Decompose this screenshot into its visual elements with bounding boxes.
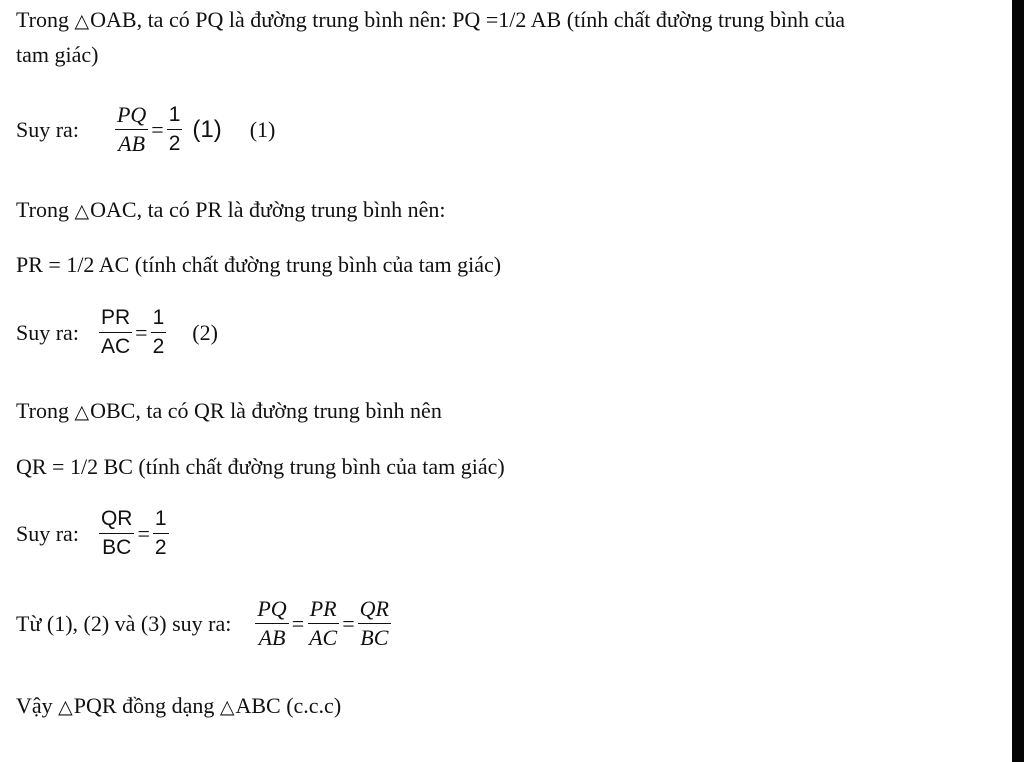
- denominator: AC: [309, 625, 338, 650]
- fraction-qr-bc: [358, 597, 391, 650]
- text-segment: PQR đồng dạng: [73, 693, 220, 718]
- numerator: QR: [358, 597, 391, 624]
- text-line-6: QR = 1/2 BC (tính chất đường trung bình của tam giác): [16, 454, 505, 479]
- numerator: 1: [153, 507, 169, 534]
- triangle-symbol: △: [74, 200, 90, 222]
- text-segment: Trong: [16, 398, 75, 423]
- numerator: PQ: [115, 103, 148, 130]
- triangle-symbol: △: [219, 696, 235, 718]
- text-line-4: PR = 1/2 AC (tính chất đường trung bình của tam giác): [16, 252, 502, 277]
- equation-label: Từ (1), (2) và (3) suy ra:: [16, 610, 232, 636]
- equals-sign: =: [151, 116, 164, 142]
- text-segment: OAC, ta có PR là đường trung bình nên:: [90, 197, 446, 222]
- equals-sign: =: [137, 520, 150, 546]
- triangle-symbol: △: [58, 696, 73, 718]
- equals-sign: =: [291, 610, 305, 636]
- numerator: QR: [99, 507, 135, 534]
- equation-tag: (2): [192, 319, 218, 345]
- numerator: PR: [308, 597, 339, 624]
- equation-label: Suy ra:: [16, 520, 79, 546]
- equals-sign: =: [135, 319, 148, 345]
- numerator: PR: [99, 306, 132, 333]
- window-edge: [1012, 0, 1024, 762]
- denominator: BC: [360, 625, 389, 650]
- denominator: AB: [118, 131, 146, 156]
- text-line-7: [16, 692, 341, 721]
- triangle-symbol: △: [74, 401, 90, 423]
- equation-tag: (1): [249, 116, 276, 142]
- numerator: 1: [167, 103, 183, 130]
- numerator: 1: [151, 306, 167, 333]
- text-segment: Trong: [16, 7, 75, 32]
- denominator: AB: [258, 625, 286, 650]
- equation-label: Suy ra:: [16, 319, 79, 345]
- text-segment: Trong: [16, 197, 75, 222]
- equals-sign: =: [342, 610, 355, 636]
- denominator: 2: [152, 335, 165, 358]
- denominator: 2: [168, 132, 181, 155]
- fraction-one-half: [151, 306, 167, 359]
- text-line-3: [16, 196, 446, 225]
- text-line-2: tam giác): [16, 42, 99, 67]
- equation-4: [16, 597, 393, 657]
- numerator: PQ: [255, 597, 288, 624]
- text-segment: Vậy: [16, 693, 59, 718]
- text-segment: OBC, ta có QR là đường trung bình nên: [90, 398, 442, 423]
- fraction-pq-ab: [115, 103, 148, 156]
- triangle-symbol: △: [74, 10, 90, 32]
- fraction-qr-bc: [99, 507, 135, 560]
- denominator: AC: [100, 335, 131, 358]
- equation-2: [16, 306, 218, 362]
- equation-1: [16, 103, 275, 159]
- text-line-5: [16, 397, 442, 426]
- denominator: 2: [154, 536, 167, 559]
- text-segment: ABC (c.c.c): [235, 693, 342, 718]
- text-line-1: [16, 6, 845, 35]
- equation-tag: (1): [192, 115, 222, 143]
- fraction-pq-ab: [255, 597, 288, 650]
- text-segment: OAB, ta có PQ là đường trung bình nên: PQ =1/2 AB (tính chất đường trung bình của: [90, 7, 846, 32]
- equation-3: [16, 507, 171, 563]
- denominator: BC: [102, 536, 132, 559]
- equation-label: Suy ra:: [16, 116, 79, 142]
- fraction-one-half: [153, 507, 169, 560]
- fraction-pr-ac: [99, 306, 132, 359]
- fraction-pr-ac: [307, 597, 339, 650]
- fraction-one-half: [167, 103, 183, 156]
